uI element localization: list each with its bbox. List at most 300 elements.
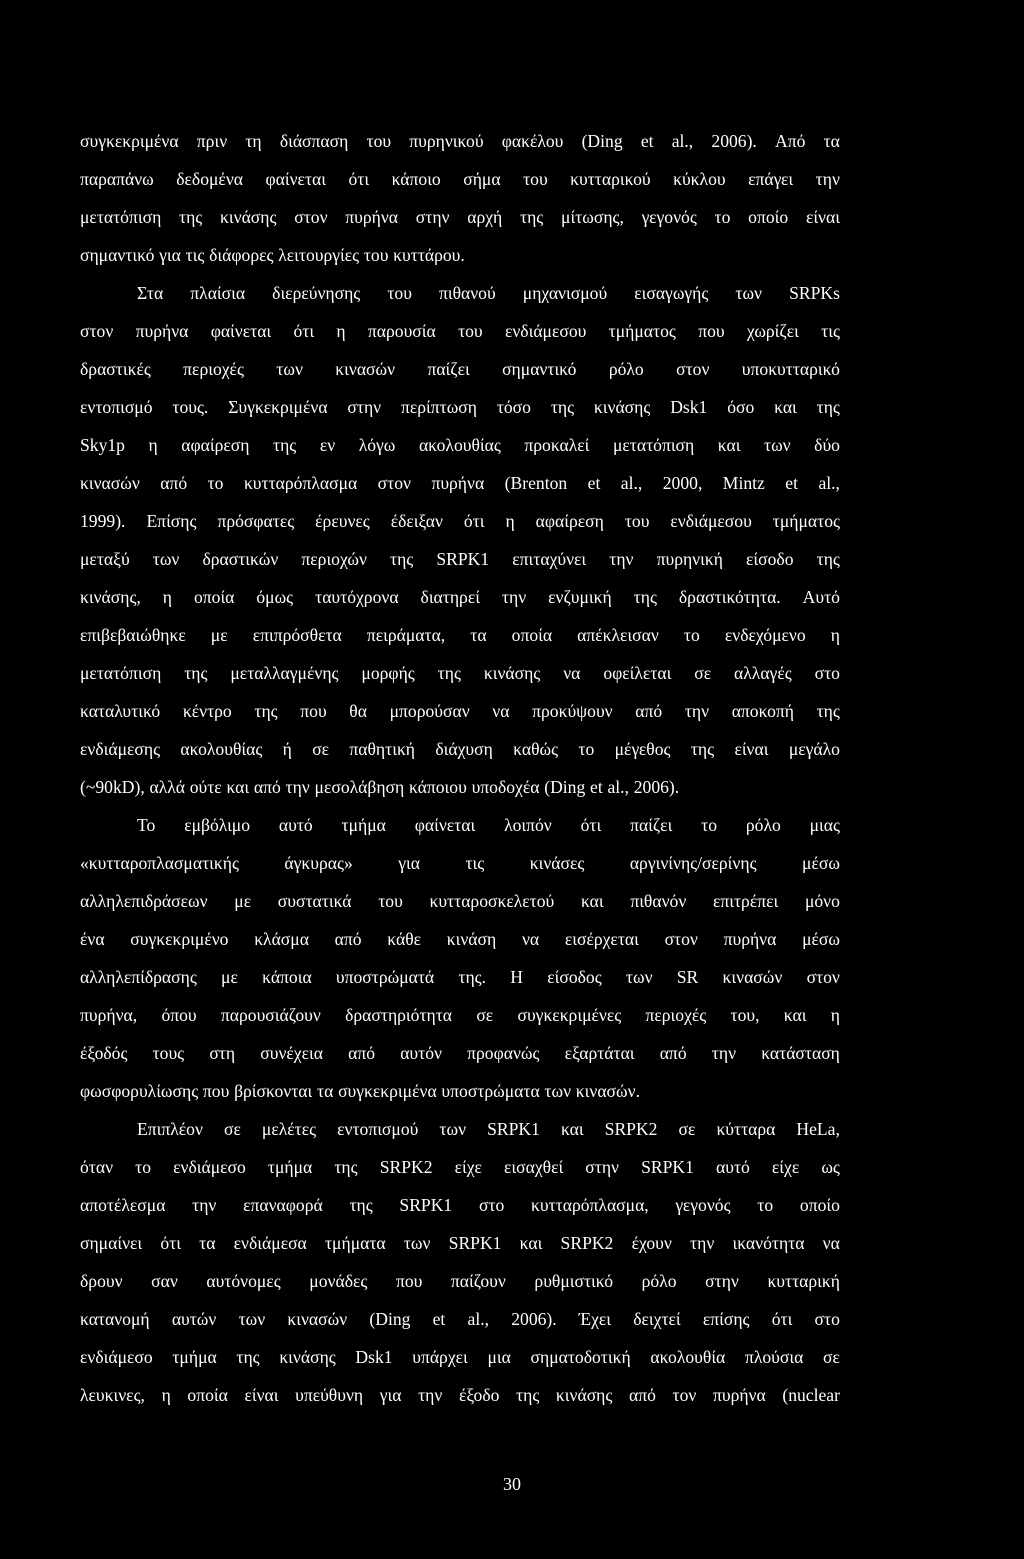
word: 1999). <box>80 511 126 531</box>
word: είσοδος <box>547 967 602 987</box>
word: της <box>633 587 657 607</box>
text-line <box>80 578 840 616</box>
word: να <box>492 701 510 721</box>
word: στον <box>806 967 840 987</box>
word: των <box>276 359 303 379</box>
text-line <box>80 1338 840 1376</box>
word: δραστηριότητα <box>345 1005 453 1025</box>
word: υποκυτταρικό <box>741 359 840 379</box>
text-line <box>80 1300 840 1338</box>
word: φακέλου <box>501 131 564 151</box>
word: ούτε <box>189 777 222 797</box>
word: στην <box>585 1157 620 1177</box>
word: και <box>783 1005 807 1025</box>
word: ενδιάμεσο <box>80 1347 153 1367</box>
word: την <box>609 549 634 569</box>
word: πυρήνα <box>345 207 399 227</box>
word: SRPK1 <box>448 1233 502 1253</box>
body-text <box>80 122 840 1414</box>
word: κινάσης <box>220 207 277 227</box>
word: κυτταρική <box>767 1271 840 1291</box>
word: οποία <box>187 1385 228 1405</box>
word: μεσολάβηση <box>314 777 405 797</box>
word: (Ding <box>581 131 623 151</box>
word: στην <box>705 1271 739 1291</box>
word: κάποια <box>262 967 312 987</box>
word: μονάδες <box>309 1271 368 1291</box>
word: πυρηνικού <box>409 131 484 151</box>
word: από <box>253 777 281 797</box>
word: δειχτεί <box>633 1309 681 1329</box>
word: των <box>403 1233 431 1253</box>
word: ικανότητα <box>732 1233 805 1253</box>
word: από <box>160 473 188 493</box>
word: συγκεκριμένες <box>517 1005 622 1025</box>
word: στη <box>209 1043 236 1063</box>
word: επιτρέπει <box>712 891 779 911</box>
word: η <box>830 625 840 645</box>
word: μέγεθος <box>614 739 671 759</box>
word: στον <box>294 207 328 227</box>
word: λευκινες, <box>80 1385 145 1405</box>
word: μεγάλο <box>788 739 840 759</box>
word: et <box>640 131 654 151</box>
word: επιβεβαιώθηκε <box>80 625 186 645</box>
word: της <box>390 549 414 569</box>
word: γεγονός <box>641 207 697 227</box>
word: ακολουθίας <box>418 435 501 455</box>
word: καθώς <box>513 739 559 759</box>
word: δραστικών <box>202 549 279 569</box>
word: μεταξύ <box>80 549 130 569</box>
word: επάγει <box>748 169 794 189</box>
word: αφαίρεση <box>535 511 604 531</box>
word: η <box>162 587 172 607</box>
word: άγκυρας» <box>284 853 353 873</box>
word: al., <box>671 131 694 151</box>
word: για <box>398 853 420 873</box>
word: στον <box>676 359 710 379</box>
word: κινάσης <box>483 663 541 683</box>
word: et <box>785 473 798 493</box>
word: κινασών <box>722 967 783 987</box>
word: κάποιου <box>408 777 467 797</box>
word: μηχανισμού <box>522 283 608 303</box>
word: είσοδο <box>746 549 794 569</box>
word: έρευνες <box>315 511 370 531</box>
word: υποδοχέα <box>471 777 540 797</box>
word: οφείλεται <box>603 663 672 683</box>
word: της <box>520 207 544 227</box>
word: υπάρχει <box>412 1347 468 1367</box>
word: al., <box>818 473 840 493</box>
word: της <box>690 739 715 759</box>
word: που <box>395 1271 423 1291</box>
word: στον <box>80 321 114 341</box>
text-line <box>80 1072 840 1110</box>
word: λόγω <box>358 435 396 455</box>
word: το <box>757 1195 774 1215</box>
word: πριν <box>196 131 228 151</box>
word: σημαντικό <box>80 245 155 265</box>
word: των <box>544 1081 572 1101</box>
word: 2006). <box>711 131 757 151</box>
word: όταν <box>80 1157 114 1177</box>
word: του <box>523 169 548 189</box>
word: και <box>519 1233 543 1253</box>
word: SRPK2 <box>604 1119 658 1139</box>
word: επαναφορά <box>243 1195 323 1215</box>
word: al., <box>607 777 629 797</box>
word: φωσφορυλίωσης <box>80 1081 199 1101</box>
word: σε <box>223 1119 241 1139</box>
word: πλούσια <box>744 1347 804 1367</box>
word: ένα <box>80 929 105 949</box>
word: θα <box>349 701 367 721</box>
word: ενζυμική <box>548 587 612 607</box>
word: πιθανόν <box>630 891 687 911</box>
word: κάποιο <box>391 169 441 189</box>
word: προφανώς <box>467 1043 540 1063</box>
word: διάφορες <box>209 245 274 265</box>
word: κύτταρα <box>716 1119 776 1139</box>
word: δεδομένα <box>176 169 243 189</box>
word: δρουν <box>80 1271 123 1291</box>
word: παθητική <box>349 739 416 759</box>
word: είχε <box>771 1157 800 1177</box>
word: τμήμα <box>267 1157 313 1177</box>
word: προκύψουν <box>532 701 613 721</box>
word: και <box>774 397 797 417</box>
word: το <box>135 1157 152 1177</box>
word: των <box>439 1119 467 1139</box>
word: μίτωσης, <box>561 207 624 227</box>
word: φαίνεται <box>265 169 326 189</box>
word: παίζει <box>630 815 673 835</box>
word: κύκλου <box>673 169 726 189</box>
word: κυτταρικού <box>570 169 651 189</box>
word: ενδιάμεσο <box>173 1157 246 1177</box>
word: ρυθμιστικό <box>534 1271 614 1291</box>
word: δύο <box>814 435 840 455</box>
word: φαίνεται <box>414 815 476 835</box>
word: ρόλο <box>745 815 781 835</box>
word: Αυτό <box>802 587 840 607</box>
word: περιοχών <box>301 549 367 569</box>
word: διερεύνησης <box>272 283 361 303</box>
word: στο <box>814 1309 840 1329</box>
word: Έχει <box>578 1309 612 1329</box>
text-line <box>80 616 840 654</box>
word: τη <box>245 131 262 151</box>
word: κινασών <box>335 359 396 379</box>
word: σε <box>678 1119 696 1139</box>
word: παρουσία <box>367 321 436 341</box>
word: SRPK1 <box>641 1157 694 1177</box>
word: (Brenton <box>504 473 568 493</box>
word: πυρήνα <box>135 321 189 341</box>
word: η <box>336 321 346 341</box>
text-line <box>80 160 840 198</box>
word: περιοχές <box>183 359 244 379</box>
word: πυρηνική <box>656 549 723 569</box>
word: κινάσης <box>555 1385 613 1405</box>
word: σε <box>694 663 712 683</box>
word: κινασών. <box>575 1081 640 1101</box>
word: οποίο <box>748 207 789 227</box>
word: των <box>625 967 653 987</box>
word: με <box>234 891 252 911</box>
word: επίσης <box>702 1309 750 1329</box>
word: η <box>830 1005 840 1025</box>
word: αργινίνης/σερίνης <box>629 853 757 873</box>
word: Dsk1 <box>670 397 708 417</box>
word: υποστρώματά <box>335 967 435 987</box>
word: HeLa, <box>796 1119 840 1139</box>
word: κινάσης, <box>80 587 141 607</box>
word: σήμα <box>463 169 501 189</box>
text-line <box>80 768 840 806</box>
word: και <box>226 777 250 797</box>
word: αλληλεπίδρασης <box>80 967 197 987</box>
word: κυτταρόπλασμα, <box>531 1195 649 1215</box>
word: βρίσκονται <box>234 1081 313 1101</box>
word: 2000, <box>662 473 703 493</box>
word: καταλυτικό <box>80 701 161 721</box>
word: λοιπόν <box>504 815 552 835</box>
text-line <box>80 198 840 236</box>
word: του, <box>730 1005 760 1025</box>
word: τμήματος <box>608 321 676 341</box>
word: κινάση <box>446 929 497 949</box>
text-line <box>80 502 840 540</box>
word: της <box>437 663 461 683</box>
word: αρχή <box>467 207 503 227</box>
word: της <box>816 549 840 569</box>
word: όσο <box>727 397 755 417</box>
word: κατάσταση <box>761 1043 840 1063</box>
text-line <box>80 1224 840 1262</box>
word: υπεύθυνη <box>295 1385 364 1405</box>
word: έξοδός <box>80 1043 128 1063</box>
word: Επίσης <box>146 511 197 531</box>
word: διάσπαση <box>279 131 349 151</box>
text-line <box>80 1148 840 1186</box>
word: εισαγωγής <box>634 283 709 303</box>
word: έδειξαν <box>390 511 443 531</box>
word: του <box>458 321 483 341</box>
word: ρόλο <box>608 359 644 379</box>
word: έξοδο <box>458 1385 500 1405</box>
word: Mintz <box>722 473 765 493</box>
word: SR <box>676 967 699 987</box>
word: 2006). <box>633 777 680 797</box>
word: των <box>238 1309 266 1329</box>
word: (Ding <box>544 777 586 797</box>
word: ότι <box>463 511 485 531</box>
word: και <box>717 435 741 455</box>
word: κινάσες <box>529 853 585 873</box>
word: αλλαγές <box>734 663 792 683</box>
word: εμβόλιμο <box>184 815 251 835</box>
word: της <box>816 701 840 721</box>
word: SRPK1 <box>436 549 490 569</box>
word: την <box>501 587 527 607</box>
word: οποία <box>511 625 553 645</box>
word: μελέτες <box>261 1119 317 1139</box>
word: το <box>578 739 595 759</box>
text-line <box>80 654 840 692</box>
word: συγκεκριμένο <box>130 929 229 949</box>
word: δραστικότητα. <box>678 587 781 607</box>
word: το <box>714 207 731 227</box>
word: τμήμα <box>172 1347 217 1367</box>
text-line <box>80 692 840 730</box>
word: είναι <box>805 207 840 227</box>
word: να <box>521 929 540 949</box>
word: μιας <box>809 815 840 835</box>
text-line <box>80 426 840 464</box>
word: Συγκεκριμένα <box>228 397 328 417</box>
word: τα <box>199 1233 216 1253</box>
text-line <box>80 122 840 160</box>
word: το <box>701 815 718 835</box>
word: ή <box>282 739 292 759</box>
word: την <box>192 1195 217 1215</box>
word: τόσο <box>496 397 531 417</box>
word: από <box>635 701 663 721</box>
word: αφαίρεση <box>181 435 250 455</box>
word: του <box>363 245 389 265</box>
text-line <box>80 882 840 920</box>
text-line <box>80 806 840 844</box>
word: γεγονός <box>675 1195 731 1215</box>
text-line <box>80 844 840 882</box>
text-line <box>80 274 840 312</box>
word: και <box>580 891 604 911</box>
word: μετατόπιση <box>80 663 162 683</box>
word: ενδιάμεσα <box>233 1233 307 1253</box>
word: Στα <box>137 283 164 303</box>
word: SRPK1 <box>399 1195 453 1215</box>
word: με <box>221 967 238 987</box>
word: ενδιάμεσης <box>80 739 161 759</box>
word: παραπάνω <box>80 169 154 189</box>
word: et <box>587 473 601 493</box>
word: των <box>764 435 791 455</box>
word: εξαρτάται <box>564 1043 635 1063</box>
word: όπου <box>161 1005 197 1025</box>
word: (nuclear <box>782 1385 840 1405</box>
word: Dsk1 <box>355 1347 393 1367</box>
word: δραστικές <box>80 359 151 379</box>
word: κλάσμα <box>254 929 309 949</box>
word: της. <box>458 967 487 987</box>
word: στον <box>377 473 411 493</box>
word: είναι <box>244 1385 279 1405</box>
word: αλληλεπιδράσεων <box>80 891 208 911</box>
word: εντοπισμού <box>337 1119 419 1139</box>
word: συγκεκριμένα <box>80 131 179 151</box>
text-line <box>80 1262 840 1300</box>
word: ότι <box>348 169 370 189</box>
word: από <box>628 1385 656 1405</box>
word: την <box>815 169 840 189</box>
word: παίζει <box>427 359 470 379</box>
text-line <box>80 312 840 350</box>
word: 2006). <box>511 1309 557 1329</box>
word: τον <box>672 1385 697 1405</box>
word: Sky1p <box>80 435 125 455</box>
word: σηματοδοτική <box>530 1347 631 1367</box>
word: ενδιάμεσου <box>670 511 752 531</box>
word: πυρήνα <box>712 1385 766 1405</box>
word: πειράματα, <box>366 625 446 645</box>
word: πυρήνα <box>723 929 777 949</box>
word: μόνο <box>804 891 840 911</box>
word: κυτταροσκελετού <box>429 891 555 911</box>
word: την <box>690 1233 715 1253</box>
word: το <box>207 473 224 493</box>
word: ενδεχόμενο <box>724 625 806 645</box>
word: σημαίνει <box>80 1233 143 1253</box>
text-line <box>80 1110 840 1148</box>
word: χωρίζει <box>746 321 799 341</box>
word: εισέρχεται <box>564 929 639 949</box>
word: τις <box>821 321 840 341</box>
word: ταυτόχρονα <box>315 587 399 607</box>
word: κέντρο <box>182 701 232 721</box>
word: (~90kD), <box>80 777 145 797</box>
text-line <box>80 236 840 274</box>
word: με <box>210 625 228 645</box>
text-line <box>80 388 840 426</box>
word: επιταχύνει <box>512 549 587 569</box>
word: τους <box>152 1043 185 1063</box>
word: η <box>148 435 158 455</box>
word: τα <box>470 625 487 645</box>
word: αυτό <box>278 815 313 835</box>
word: τα <box>823 131 840 151</box>
text-line <box>80 1376 840 1414</box>
word: έχουν <box>631 1233 672 1253</box>
word: κάθε <box>387 929 422 949</box>
word: μετατόπιση <box>80 207 162 227</box>
word: των <box>152 549 180 569</box>
word: πυρήνα <box>431 473 485 493</box>
word: ενδιάμεσου <box>504 321 587 341</box>
word: παίζουν <box>450 1271 506 1291</box>
word: του <box>378 891 403 911</box>
word: της <box>184 663 208 683</box>
word: τμήματος <box>772 511 840 531</box>
word: περίπτωση <box>400 397 477 417</box>
word: η <box>161 1385 171 1405</box>
word: στο <box>478 1195 505 1215</box>
word: «κυτταροπλασματικής <box>80 853 239 873</box>
word: SRPK1 <box>487 1119 540 1139</box>
word: για <box>159 245 181 265</box>
word: κυττάρου. <box>393 245 465 265</box>
word: στο <box>814 663 840 683</box>
word: ακολουθία <box>650 1347 726 1367</box>
word: για <box>379 1385 402 1405</box>
word: κινασών <box>80 473 140 493</box>
word: σημαντικό <box>502 359 577 379</box>
word: να <box>563 663 581 683</box>
word: του <box>366 131 392 151</box>
word: από <box>334 929 362 949</box>
